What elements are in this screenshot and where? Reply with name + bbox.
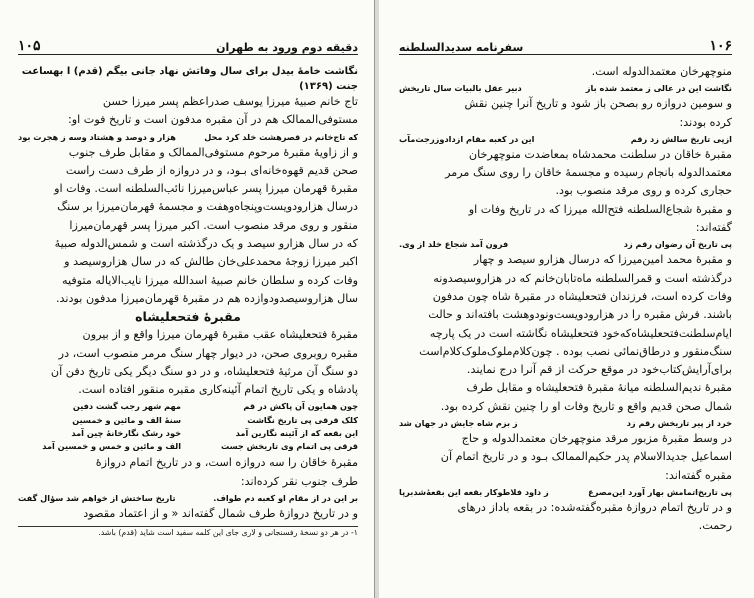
couplets-block bbox=[18, 400, 358, 453]
text-line: اکبر میرزا زوجهٔ محمدعلی‌خان طالش که در سال هزاروسیصد و bbox=[64, 255, 358, 269]
left-paragraph-2 bbox=[18, 145, 358, 308]
left-running-title: دقیقه دوم ورود به طهران bbox=[216, 41, 358, 54]
text-line: درسال هزارودویست‌وپنجاه‌وهفت و مجسمهٔ قهرمان‌میرزا بر سنگ bbox=[57, 200, 358, 214]
couplet-hemistich: مهم شهر رجب گشت دفین bbox=[72, 401, 181, 412]
right-page-number: ۱۰۶ bbox=[709, 38, 732, 54]
left-paragraph-3 bbox=[18, 327, 358, 398]
couplet-hemistich: کلک قرقی پی تاریخ نگاشت bbox=[247, 414, 358, 425]
text-line: حجاری کرده و روی مرقد منصوب بود. bbox=[555, 184, 732, 198]
verse-hemistich: که تاج‌خانم در قصرهشت خلد کرد محل bbox=[204, 131, 358, 142]
right-paragraph-2 bbox=[399, 96, 732, 131]
text-line: و از زاویهٔ مقبرهٔ مرحوم مستوفی‌الممالک و مقابل طرف جنوب bbox=[68, 145, 358, 159]
intro-verse-line: نگاشت خامهٔ بیدل برای سال وفاتش نهاد جانی بیگم (قدم) ا بهساعت جنت (۱۳۶۹) bbox=[21, 66, 358, 92]
verse-hemistich: تاریخ ساختش از خواهم شد سؤال گفت bbox=[18, 492, 176, 503]
text-line: وفات کرده است، فرزندان فتحعلیشاه در مقبرهٔ شاه چون مدفون bbox=[432, 289, 732, 303]
verse-hemistich: هزار و دوصد و هشتاد وسه ز هجرت بود bbox=[18, 131, 176, 142]
text-line: منقور و روی مرقد منصوب است. اکبر میرزا پسر قهرمان‌میرزا bbox=[69, 218, 358, 232]
couplet-hemistich: الف و مائین و خمس و خمسین آمد bbox=[42, 441, 181, 452]
left-paragraph-4 bbox=[18, 455, 358, 490]
couplet-hemistich: سنهٔ الف و مائین و خمسین bbox=[72, 414, 181, 425]
text-line: مقبرهٔ فتحعلیشاه عقب مقبرهٔ قهرمان میرزا واقع و از بیرون bbox=[82, 328, 358, 342]
verse-hemistich: این در کعبه مقام ازدادوزرجت‌مآب bbox=[399, 133, 535, 144]
text-line: در وسط مقبرهٔ مزبور مرقد منوچهرخان معتمدالدوله و حاج bbox=[461, 432, 732, 446]
text-line: مستوفی‌الممالک هم در آن مقبره مدفون است و تاریخ فوت او: bbox=[67, 113, 358, 127]
right-paragraph-5 bbox=[399, 431, 732, 484]
right-page bbox=[379, 0, 754, 598]
text-line: سال هزاروسیصدودوازده هم در مقبرهٔ قهرمان‌میرزا مدفون بودند. bbox=[55, 291, 358, 305]
right-paragraph-3 bbox=[399, 147, 732, 236]
right-paragraph-1 bbox=[399, 64, 732, 80]
verse-row bbox=[399, 486, 732, 499]
text-line: و مقبرهٔ محمد امین‌میرزا که درسال هزارو سیصد و چهار bbox=[473, 253, 732, 267]
couplet-hemistich: این بقعه که از آئینه نگارین آمد bbox=[235, 427, 358, 438]
text-line: و سومین دروازه رو بصحن باز شود و تاریخ آنرا چنین نقش bbox=[464, 97, 732, 111]
footnote: ۱- در هر دو نسخهٔ رفسنجانی و لاری جای این کلمه سفید است شاید (قدم) باشد. bbox=[98, 528, 358, 538]
text-line: منوچهرخان معتمدالدوله است. bbox=[591, 65, 732, 78]
couplet-hemistich: چون همایون آن پاکش در قم bbox=[243, 401, 358, 412]
right-paragraph-4 bbox=[399, 252, 732, 415]
verse-hemistich: دبیر عقل بالبیات سال تاریخش bbox=[399, 83, 522, 94]
text-line: و در تاریخ اتمام دروازهٔ مقبره‌گفته‌شده: در بقعه باداز درهای bbox=[457, 500, 732, 514]
left-page bbox=[0, 0, 375, 598]
text-line: مقبره گفته‌اند: bbox=[665, 468, 732, 482]
text-line: مقبرهٔ خاقان در سلطنت محمدشاه بمعاضدت منوچهرخان bbox=[468, 147, 732, 161]
text-line: مقبرهٔ ندیم‌السلطنه میانهٔ مقبرهٔ فتحعلیشاه و مقابل طرف bbox=[466, 381, 732, 395]
right-page-header bbox=[399, 34, 732, 55]
right-running-title: سفرنامه سدیدالسلطنه bbox=[399, 41, 524, 54]
text-line: اسماعیل جدیدالاسلام پدر حکیم‌الممالک بـود و در تاریخ اتمام آن bbox=[440, 450, 732, 464]
verse-row bbox=[399, 82, 732, 95]
text-line: و در تاریخ دروازهٔ طرف شمال گفته‌اند « و از اعتماد مقصود bbox=[83, 506, 358, 520]
section-title: مقبرهٔ فتحعلیشاه bbox=[135, 309, 241, 325]
text-line: ایام‌سلطنت‌فتحعلیشاه‌که‌خود فتحعلیشاه نگاشته است در یک پارچه bbox=[429, 326, 732, 340]
verse-hemistich: ز داود فلاطوکار بقعه این بقعهٔ‌شدبرپا bbox=[399, 486, 549, 497]
verse-hemistich: بر این در از مقام او کعبه دم طواف. bbox=[213, 492, 358, 503]
text-line: برای‌آرایش‌کتاب‌خود در موقع حرکت از قم آنرا درج نمایند. bbox=[466, 363, 732, 377]
verse-hemistich: نگاشت این در عالی ز معتمد شده باز bbox=[585, 83, 732, 94]
text-line: کرده بودند: bbox=[679, 115, 732, 129]
verse-hemistich: پی تاریخ‌اتمامش بهار آورد این‌مصرع bbox=[588, 486, 732, 497]
verse-row bbox=[399, 417, 732, 430]
text-line: درگذشته است و قمرالسلطنه ماه‌تابان‌خانم که در هزاروسیصدونه bbox=[433, 271, 732, 285]
verse-row bbox=[399, 133, 732, 146]
left-paragraph-1 bbox=[18, 94, 358, 129]
verse-row bbox=[399, 238, 732, 251]
text-line: که در سال هزارو سیصد و یک درگذشته است و شمس‌الدوله صبیهٔ bbox=[54, 237, 358, 251]
verse-row bbox=[18, 492, 358, 505]
text-line: صحن قدیم قهوه‌خانه‌ای بـود، و در دروازه از طرف دست راست bbox=[65, 163, 358, 177]
left-page-number: ۱۰۵ bbox=[18, 38, 41, 54]
text-line: باشند. فرش مقبره را در هزارودویست‌ونودوهشت بافته‌اند و حالت bbox=[428, 308, 732, 322]
left-paragraph-5 bbox=[18, 506, 358, 522]
text-line: گفته‌اند: bbox=[695, 221, 732, 235]
left-page-body bbox=[18, 64, 358, 539]
text-line: تاج خانم صبیهٔ میرزا یوسف صدراعظم پسر میرزا حسن bbox=[102, 95, 358, 108]
couplet-hemistich: قرقی پی اتمام وی تاریخش جست bbox=[220, 441, 358, 452]
text-line: معتمدالدوله بانجام رسیده و مجسمهٔ خاقان را روی سنگ مرمر bbox=[445, 166, 732, 180]
verse-hemistich: خرد از پیر تاریخش رقم زد bbox=[626, 418, 732, 429]
verse-hemistich: فرون آمد شجاع خلد از وی. bbox=[399, 239, 509, 250]
verse-row bbox=[18, 131, 358, 144]
text-line: مقبره روبروی صحن، در دیوار چهار سنگ مرمر منصوب است، در bbox=[58, 346, 358, 360]
right-page-body bbox=[399, 64, 732, 537]
text-line: دو سنگ آن مرثیهٔ فتحعلیشاه، و در دو سنگ دیگر یکی تاریخ دفن آن bbox=[50, 364, 358, 378]
verse-hemistich: پی تاریخ آن رضوان رقم زد bbox=[623, 239, 732, 250]
text-line: مقبرهٔ قهرمان میرزا پسر عباس‌میرزا نائب‌السلطنه است. وفات او bbox=[54, 182, 358, 196]
text-line: پادشاه و یکی تاریخ اتمام آئینه‌کاری مقبره منقور افتاده است. bbox=[78, 383, 358, 397]
text-line: طرف جنوب نقر کرده‌اند: bbox=[240, 474, 358, 488]
left-page-header bbox=[18, 34, 358, 55]
verse-hemistich: ز بزم شاه جایش در جهان شد bbox=[399, 418, 518, 429]
text-line: سنگ‌منقور و درطاق‌نمائی نصب بوده . چون‌کلام‌ملوک‌ملوک‌کلام‌است bbox=[419, 344, 732, 358]
verse-hemistich: ازپی تاریخ سالش زد رقم bbox=[630, 133, 732, 144]
text-line: وفات کرده و سلطان خانم صبیهٔ اسدالله میرزا نایب‌الایاله متوفیه bbox=[62, 273, 358, 287]
text-line: و مقبرهٔ شجاع‌السلطنه فتح‌الله میرزا که در تاریخ وفات او bbox=[468, 202, 732, 216]
text-line: رحمت. bbox=[698, 519, 732, 533]
text-line: شمال صحن قدیم واقع و تاریخ وفات او را چنین نقش کرده بود. bbox=[440, 399, 732, 413]
right-paragraph-6 bbox=[399, 500, 732, 535]
text-line: مقبرهٔ خاقان را سه دروازه است، و در تاریخ اتمام دروازهٔ bbox=[95, 456, 358, 470]
couplet-hemistich: خود رشک نگارخانهٔ چین آمد bbox=[71, 427, 181, 438]
